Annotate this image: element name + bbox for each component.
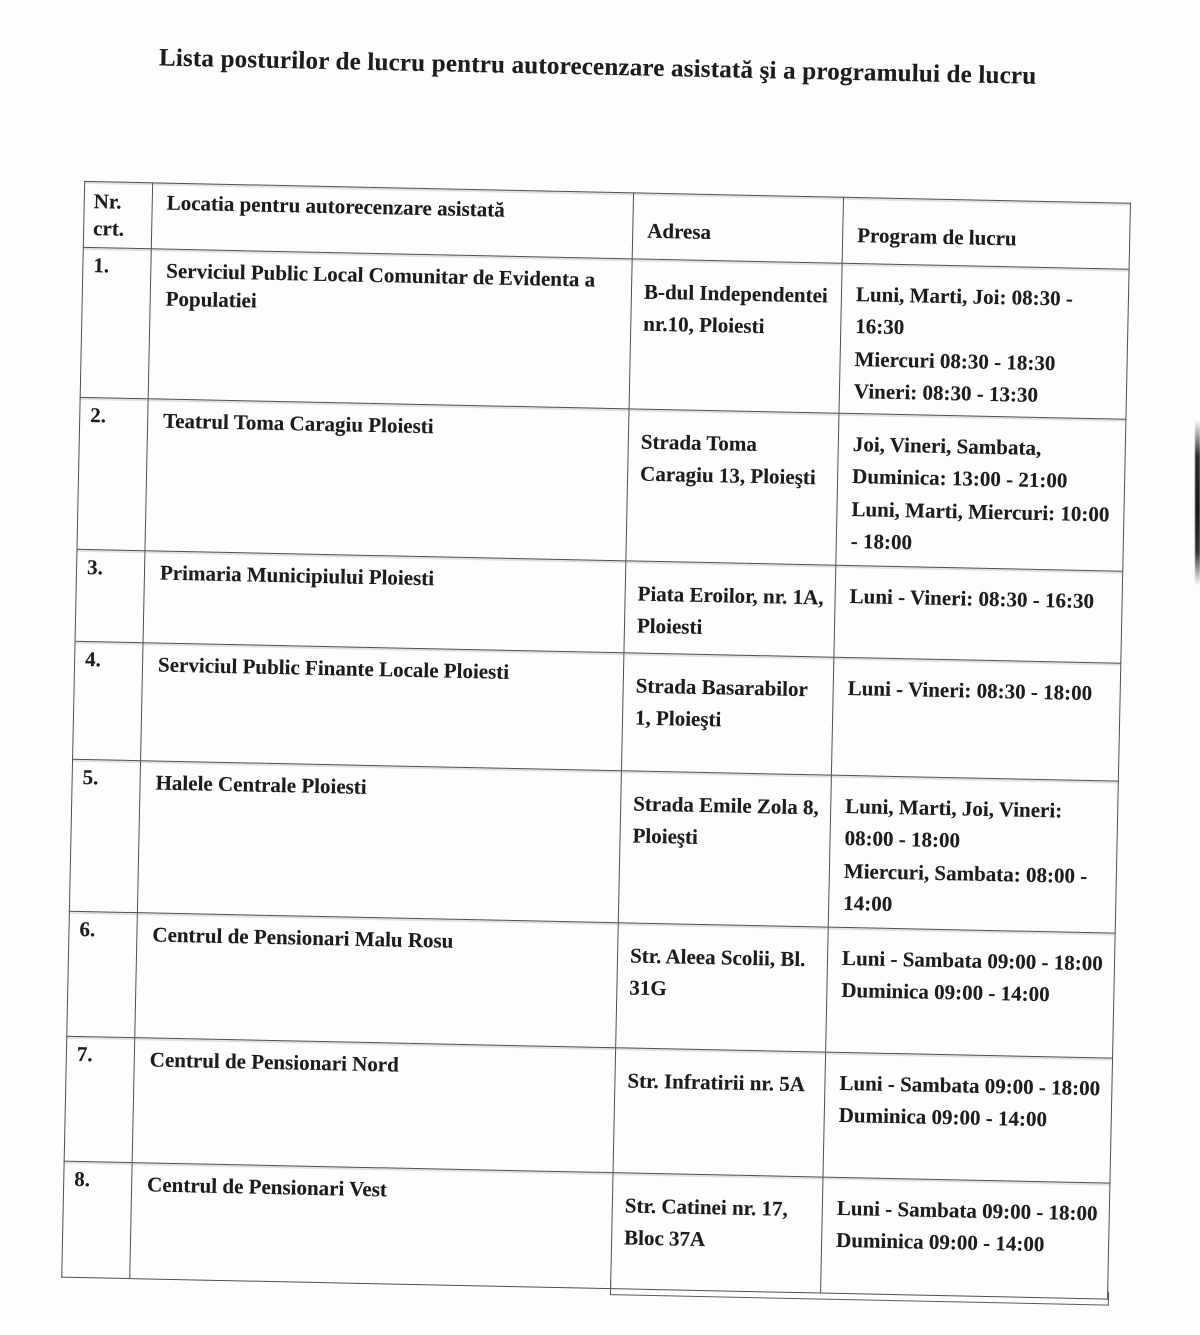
location-cell: Primaria Municipiului Ploiesti: [143, 550, 626, 652]
table-row: [69, 759, 1118, 933]
scan-edge-artifact: [1195, 420, 1200, 585]
schedule-entry: Luni - Sambata 09:00 - 18:00: [841, 945, 1104, 975]
location-cell: Centrul de Pensionari Vest: [130, 1162, 613, 1288]
schedule-entry: Luni - Sambata 09:00 - 18:00: [836, 1195, 1098, 1225]
address-cell: Str. Aleea Scolii, Bl. 31G: [616, 922, 829, 1051]
table-body: [62, 247, 1129, 1299]
schedule-entry: Luni - Vineri: 08:30 - 18:00: [847, 675, 1093, 705]
schedule-entry: Miercuri, Sambata: 08:00 - 14:00: [842, 858, 1088, 917]
location-cell: Teatrul Toma Caragiu Ploiesti: [145, 398, 629, 560]
table-row: [67, 911, 1115, 1058]
schedule-cell: [826, 927, 1116, 1058]
header-program: Program de lucru: [842, 197, 1130, 269]
row-number-cell: 7.: [64, 1036, 135, 1162]
address-cell: Str. Infratirii nr. 5A: [613, 1047, 826, 1176]
header-nr: Nr. crt.: [83, 181, 152, 248]
schedule-cell: [828, 775, 1118, 933]
address-cell: Piata Eroilor, nr. 1A, Ploiesti: [624, 560, 836, 656]
locations-table: [61, 181, 1131, 1299]
address-cell: Strada Emile Zola 8, Ploieşti: [618, 770, 831, 926]
schedule-entry: Vineri: 08:30 - 13:30: [853, 379, 1039, 408]
table-row: [80, 247, 1129, 419]
header-adresa: Adresa: [632, 193, 843, 263]
schedule-entry: Luni - Vineri: 08:30 - 16:30: [849, 583, 1095, 613]
location-cell: Serviciul Public Local Comunitar de Evidenta a Populatiei: [148, 248, 632, 408]
schedule-entry: Luni, Marti, Joi, Vineri: 08:00 - 18:00: [844, 793, 1063, 853]
table-row: [73, 641, 1121, 781]
row-number-cell: 6.: [67, 911, 138, 1037]
schedule-cell: [823, 1052, 1113, 1183]
address-cell: Strada Toma Caragiu 13, Ploieşti: [626, 408, 839, 564]
table-row: [64, 1036, 1112, 1183]
schedule-cell: [821, 1177, 1110, 1299]
location-cell: Centrul de Pensionari Malu Rosu: [135, 912, 619, 1047]
schedule-cell: [834, 565, 1123, 663]
header-locatia: Locatia pentru autorecenzare asistată: [151, 183, 633, 259]
table-row: [62, 1161, 1110, 1299]
schedule-cell: [839, 263, 1129, 419]
schedule-entry: Duminica 09:00 - 14:00: [841, 978, 1050, 1007]
row-number-cell: 2.: [77, 397, 148, 550]
schedule-entry: Duminica 09:00 - 14:00: [838, 1103, 1048, 1132]
location-cell: Halele Centrale Ploiesti: [137, 760, 621, 922]
schedule-entry: Luni - Sambata 09:00 - 18:00: [839, 1070, 1101, 1100]
schedule-cell: [836, 413, 1126, 571]
address-cell: Str. Catinei nr. 17, Bloc 37A: [611, 1172, 823, 1292]
location-cell: Serviciul Public Finante Locale Ploiesti: [141, 642, 624, 770]
schedule-entry: Joi, Vineri, Sambata, Duminica: 13:00 - 21:00: [851, 431, 1068, 493]
row-number-cell: 3.: [75, 549, 145, 642]
address-cell: B-dul Independentei nr.10, Ploiesti: [629, 258, 842, 412]
schedule-cell: [831, 657, 1120, 781]
row-number-cell: 8.: [62, 1161, 132, 1278]
table-row: [77, 397, 1126, 571]
row-number-cell: 1.: [80, 247, 151, 398]
schedule-entry: Duminica 09:00 - 14:00: [835, 1228, 1045, 1257]
location-cell: Centrul de Pensionari Nord: [132, 1037, 616, 1172]
schedule-entry: Luni, Marti, Miercuri: 10:00 - 18:00: [850, 496, 1110, 555]
row-number-cell: 5.: [69, 759, 140, 912]
row-number-cell: 4.: [73, 641, 143, 760]
schedule-entry: Luni, Marti, Joi: 08:30 - 16:30: [855, 281, 1074, 340]
document-title: Lista posturilor de lucru pentru autorecenzare asistată şi a programului de lucru: [158, 44, 1037, 90]
address-cell: Strada Basarabilor 1, Ploieşti: [621, 652, 833, 774]
schedule-entry: Miercuri 08:30 - 18:30: [854, 346, 1056, 375]
